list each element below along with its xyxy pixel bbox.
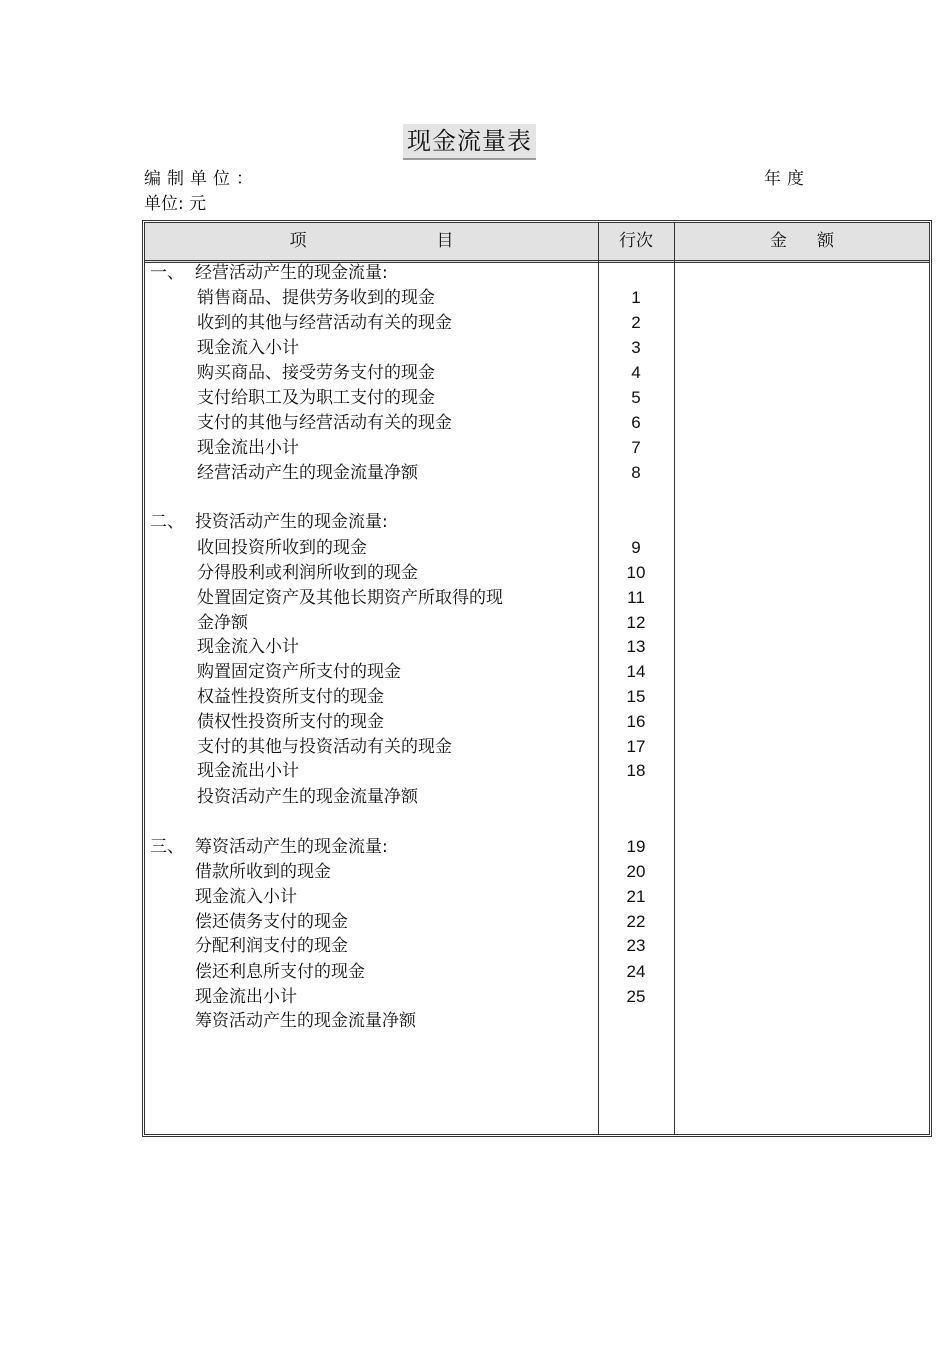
line-number: 8 bbox=[631, 463, 641, 482]
line-number: 14 bbox=[626, 662, 646, 681]
table-row bbox=[145, 660, 675, 684]
header-amount-char-1: 金 bbox=[770, 231, 787, 251]
table-row bbox=[145, 261, 675, 285]
row-text: 支付的其他与投资活动有关的现金 bbox=[197, 737, 452, 757]
line-number: 4 bbox=[631, 363, 641, 382]
header-amount bbox=[674, 223, 930, 260]
line-number: 21 bbox=[626, 887, 646, 906]
row-text: 分配利润支付的现金 bbox=[195, 936, 348, 956]
line-number: 10 bbox=[626, 563, 646, 582]
line-number: 16 bbox=[626, 712, 646, 731]
table-row bbox=[145, 311, 675, 335]
line-number: 5 bbox=[631, 388, 641, 407]
table-row bbox=[145, 536, 675, 560]
table-row bbox=[145, 910, 675, 934]
row-text: 现金流入小计 bbox=[197, 338, 299, 358]
section-number: 二、 bbox=[150, 512, 184, 532]
line-number: 2 bbox=[631, 313, 641, 332]
line-number: 7 bbox=[631, 438, 641, 457]
section-number: 三、 bbox=[150, 837, 184, 857]
line-number: 3 bbox=[631, 338, 641, 357]
row-text: 现金流出小计 bbox=[197, 438, 299, 458]
table-row bbox=[145, 386, 675, 410]
line-number: 23 bbox=[626, 936, 646, 955]
row-text: 分得股利或利润所收到的现金 bbox=[197, 563, 418, 583]
row-text: 销售商品、提供劳务收到的现金 bbox=[197, 288, 435, 308]
line-number: 13 bbox=[626, 637, 646, 656]
line-number: 12 bbox=[626, 613, 646, 632]
table-row bbox=[145, 885, 675, 909]
row-text: 偿还债务支付的现金 bbox=[195, 912, 348, 932]
table-row bbox=[145, 934, 675, 958]
header-item-char-1: 项 bbox=[289, 231, 307, 251]
line-number: 17 bbox=[626, 737, 646, 756]
table-row bbox=[145, 735, 675, 759]
row-text: 借款所收到的现金 bbox=[195, 862, 331, 882]
row-text: 经营活动产生的现金流量净额 bbox=[197, 463, 418, 483]
row-text: 经营活动产生的现金流量: bbox=[195, 263, 388, 283]
table-row bbox=[145, 785, 675, 809]
table-row bbox=[145, 860, 675, 884]
line-number: 22 bbox=[626, 912, 646, 931]
line-number: 11 bbox=[627, 588, 645, 607]
line-number: 6 bbox=[631, 413, 641, 432]
line-number: 19 bbox=[626, 837, 646, 856]
table-row bbox=[145, 336, 675, 360]
table-row bbox=[145, 411, 675, 435]
table-row bbox=[145, 436, 675, 460]
table-row bbox=[145, 611, 675, 635]
row-text: 偿还利息所支付的现金 bbox=[195, 962, 365, 982]
table-row bbox=[145, 361, 675, 385]
table-row bbox=[145, 586, 675, 610]
table-row bbox=[145, 985, 675, 1009]
line-number: 24 bbox=[626, 962, 646, 981]
line-number: 9 bbox=[631, 538, 641, 557]
row-text: 筹资活动产生的现金流量净额 bbox=[195, 1011, 416, 1031]
row-text: 购置固定资产所支付的现金 bbox=[197, 662, 401, 682]
row-text: 现金流出小计 bbox=[197, 761, 299, 781]
row-text: 现金流入小计 bbox=[197, 637, 299, 657]
line-number: 1 bbox=[631, 288, 641, 307]
table-row bbox=[145, 759, 675, 783]
row-text: 投资活动产生的现金流量: bbox=[195, 512, 388, 532]
row-text: 现金流出小计 bbox=[195, 987, 297, 1007]
table-row bbox=[145, 635, 675, 659]
line-number: 20 bbox=[626, 862, 646, 881]
line-number: 25 bbox=[626, 987, 646, 1006]
row-text: 金净额 bbox=[197, 613, 248, 633]
table-row bbox=[145, 710, 675, 734]
section-number: 一、 bbox=[150, 263, 184, 283]
row-text: 支付给职工及为职工支付的现金 bbox=[197, 388, 435, 408]
row-text: 处置固定资产及其他长期资产所取得的现 bbox=[197, 588, 503, 608]
table-row bbox=[145, 561, 675, 585]
row-text: 筹资活动产生的现金流量: bbox=[195, 837, 388, 857]
row-text: 购买商品、接受劳务支付的现金 bbox=[197, 363, 435, 383]
table-row bbox=[145, 685, 675, 709]
header-item-char-2: 目 bbox=[436, 231, 454, 251]
row-text: 权益性投资所支付的现金 bbox=[197, 687, 384, 707]
table-row bbox=[145, 1009, 675, 1033]
row-text: 收回投资所收到的现金 bbox=[197, 538, 367, 558]
cash-flow-table bbox=[142, 220, 932, 1137]
row-text: 债权性投资所支付的现金 bbox=[197, 712, 384, 732]
header-line-number: 行次 bbox=[619, 231, 653, 251]
header-item bbox=[145, 223, 598, 260]
table-row bbox=[145, 510, 675, 534]
line-number: 15 bbox=[626, 687, 646, 706]
row-text: 现金流入小计 bbox=[195, 887, 297, 907]
table-row bbox=[145, 960, 675, 984]
page-title: 现金流量表 bbox=[403, 124, 536, 160]
table-row bbox=[145, 286, 675, 310]
row-text: 支付的其他与经营活动有关的现金 bbox=[197, 413, 452, 433]
table-row bbox=[145, 461, 675, 485]
year-label: 年度 bbox=[764, 169, 810, 189]
compiler-label: 编制单位： bbox=[144, 169, 259, 189]
table-row bbox=[145, 835, 675, 859]
header-amount-char-2: 额 bbox=[817, 231, 834, 251]
table-header bbox=[145, 223, 929, 263]
row-text: 收到的其他与经营活动有关的现金 bbox=[197, 313, 452, 333]
unit-label: 单位: 元 bbox=[144, 194, 207, 214]
row-text: 投资活动产生的现金流量净额 bbox=[197, 787, 418, 807]
line-number: 18 bbox=[626, 761, 646, 780]
